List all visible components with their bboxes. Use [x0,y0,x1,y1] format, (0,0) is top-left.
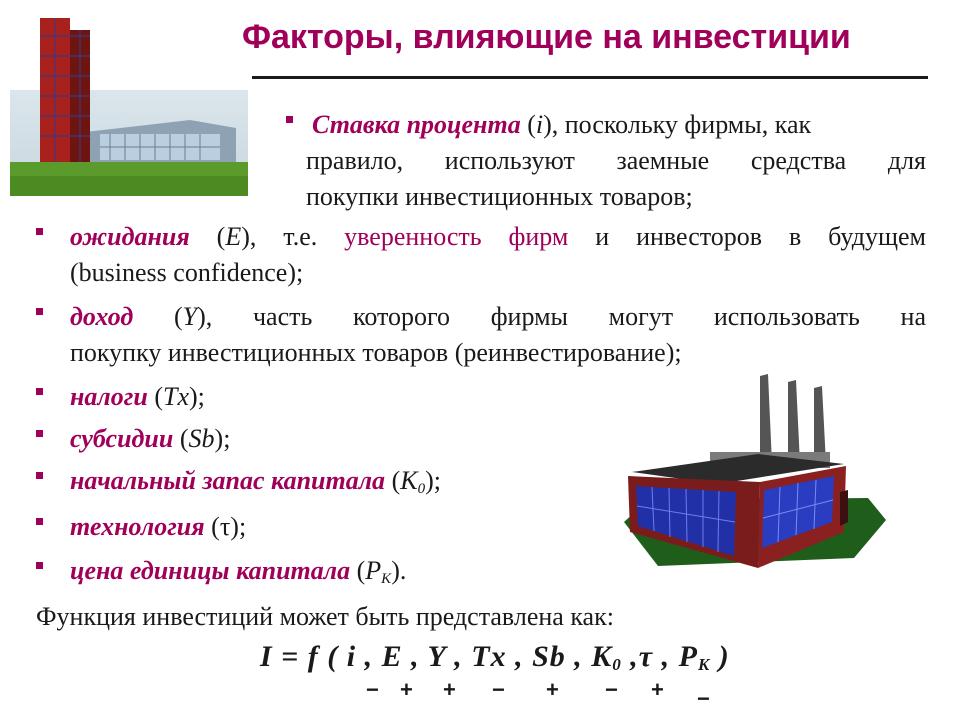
factor-expectations-line-2: (business confidence); [70,258,304,287]
sign-pk: − [697,686,710,711]
factory-image [618,372,890,580]
factor-capital-price: цена единицы капитала $(P_K)$. [70,556,407,587]
investment-formula: I = f ( i , E , Y , Tx , Sb , $K_0$ ,τ , $P_K$ ) [260,640,730,674]
sign-k0: − [605,677,618,702]
bullet-icon [36,562,43,569]
factor-income: доход (Y), часть которого фирмы могут использовать на [70,302,926,331]
sign-sb: + [546,677,559,702]
bullet-icon [36,472,43,479]
sign-e: + [400,677,413,702]
sign-tau: + [651,677,664,702]
factor-initial-capital: начальный запас капитала $(K_0)$; [70,466,441,497]
intro-term: Ставка процента [312,110,521,139]
intro-line-1: Ставка процента (i), поскольку фирмы, как [312,110,812,139]
sign-y: + [443,677,456,702]
factor-income-line-2: покупку инвестиционных товаров (реинвестирование); [70,338,682,367]
sign-i: − [366,677,379,702]
sign-tx: − [492,677,505,702]
title-divider [252,76,928,79]
bullet-icon [36,388,43,395]
factor-technology: технология (τ); [70,512,247,541]
function-description: Функция инвестиций может быть представлена как: [36,602,614,631]
intro-line-2: правило, используют заемные средства для [306,146,926,175]
factor-taxes: налоги (Tx); [70,382,205,411]
factor-expectations: ожидания (E), т.е. уверенность фирм и инвесторов в будущем [70,222,926,251]
bullet-icon [36,430,43,437]
bullet-icon [36,518,43,525]
bullet-icon [36,308,43,315]
bullet-icon [36,228,43,235]
building-photo [10,16,248,196]
bullet-icon [286,116,293,123]
highlight-text: уверенность фирм [344,222,569,251]
factor-subsidies: субсидии (Sb); [70,424,231,453]
intro-line-3: покупки инвестиционных товаров; [306,182,693,211]
page-title: Факторы, влияющие на инвестиции [242,18,851,56]
